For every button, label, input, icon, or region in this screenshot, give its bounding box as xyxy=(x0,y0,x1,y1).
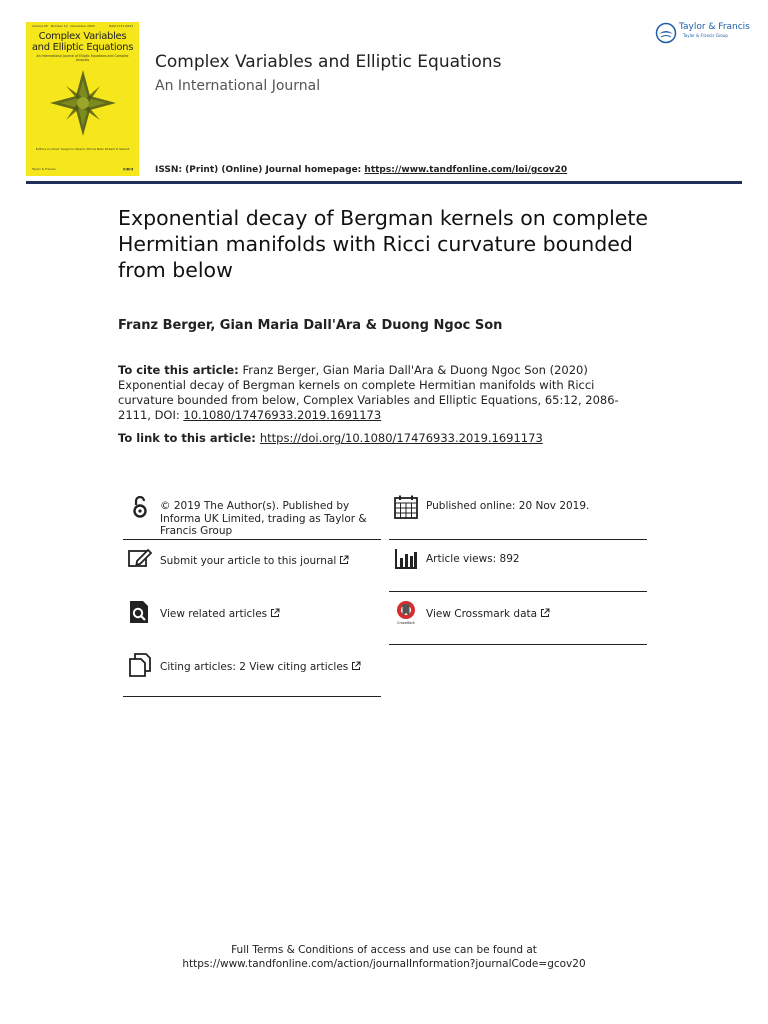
divider xyxy=(123,539,381,540)
edit-icon xyxy=(127,546,153,572)
submit-article-link[interactable] xyxy=(123,546,381,591)
link-label: To link to this article: xyxy=(118,431,260,445)
divider xyxy=(389,539,647,540)
publisher-name: Taylor & Francis xyxy=(679,22,750,32)
license-info xyxy=(123,494,381,539)
cover-barcode-icon: ▮▯▮▮▯▮ xyxy=(123,167,133,171)
open-access-icon xyxy=(127,494,153,520)
taylor-francis-logo[interactable] xyxy=(655,22,750,44)
external-link-icon xyxy=(339,555,349,565)
article-title: Exponential decay of Bergman kernels on complete Hermitian manifolds with Ricci curvature bounded from below xyxy=(118,206,649,282)
taylor-francis-logo-icon xyxy=(655,22,677,44)
issn-line: ISSN: (Print) (Online) Journal homepage: https://www.tandfonline.com/loi/gcov20 xyxy=(155,165,568,175)
cover-issn: ISSN 1747-6933 xyxy=(108,24,133,28)
citing-documents-icon xyxy=(127,652,153,678)
divider xyxy=(389,591,647,592)
external-link-icon xyxy=(351,661,361,671)
article-url-link[interactable]: https://doi.org/10.1080/17476933.2019.1691173 xyxy=(259,431,543,445)
cover-title: Complex Variables and Elliptic Equations xyxy=(31,31,134,53)
citation-block xyxy=(118,363,648,423)
doi-link[interactable]: 10.1080/17476933.2019.1691173 xyxy=(183,408,382,422)
external-link-icon xyxy=(540,608,550,618)
published-date-info xyxy=(389,494,647,539)
header-rule xyxy=(26,181,742,184)
published-date-text: Published online: 20 Nov 2019. xyxy=(426,500,590,512)
search-document-icon xyxy=(127,599,153,625)
journal-title: Complex Variables and Elliptic Equations xyxy=(155,52,502,72)
footer-terms xyxy=(0,943,768,971)
cite-text: Franz Berger, Gian Maria Dall'Ara & Duong Ngoc Son (2020) Exponential decay of Bergman kernels on complete Hermitian manifolds with Ricci curvature bounded from below, Complex Variables and Elliptic Equations, 65:12, 2086-2111, DOI: xyxy=(118,363,619,422)
journal-subtitle: An International Journal xyxy=(155,78,321,94)
crossmark-badge-label: CrossMark xyxy=(397,621,415,625)
bar-chart-icon xyxy=(393,546,419,572)
submit-article-label: Submit your article to this journal xyxy=(160,555,337,567)
journal-cover xyxy=(26,22,139,176)
publisher-tagline: Taylor & Francis Group xyxy=(683,33,728,38)
cover-subtitle: An International Journal of Elliptic Equations and Complex Analysis xyxy=(36,54,129,62)
crossmark-label: View Crossmark data xyxy=(426,608,538,620)
calendar-icon xyxy=(393,494,419,520)
article-views-text: Article views: 892 xyxy=(426,553,520,565)
divider xyxy=(389,644,647,645)
footer-terms-link[interactable]: https://www.tandfonline.com/action/journalInformation?journalCode=gcov20 xyxy=(182,958,586,970)
journal-homepage-link[interactable]: https://www.tandfonline.com/loi/gcov20 xyxy=(364,165,568,175)
related-articles-link[interactable] xyxy=(123,599,381,644)
cover-publisher: Taylor & Francis xyxy=(32,167,56,171)
related-articles-label: View related articles xyxy=(160,608,268,620)
cover-volume: Volume 65 · Number 12 · December 2020 xyxy=(32,24,95,28)
citing-articles-link[interactable] xyxy=(123,652,381,697)
crossmark-link[interactable] xyxy=(389,599,647,644)
article-views-info xyxy=(389,546,647,591)
cover-editors: Editors-in-Chief: Gregorio Alberto Sforza Neto Robert P. Gilbert xyxy=(35,147,130,151)
divider xyxy=(123,696,381,697)
license-text: © 2019 The Author(s). Published by Informa UK Limited, trading as Taylor & Francis Group xyxy=(160,500,367,537)
external-link-icon xyxy=(270,608,280,618)
footer-line-1: Full Terms & Conditions of access and use can be found at xyxy=(231,944,537,956)
article-authors: Franz Berger, Gian Maria Dall'Ara & Duong Ngoc Son xyxy=(118,318,503,333)
citing-articles-label: Citing articles: 2 View citing articles xyxy=(160,661,349,673)
cite-label: To cite this article: xyxy=(118,363,239,377)
cover-star-artwork xyxy=(48,68,118,138)
article-link-line xyxy=(118,431,543,445)
crossmark-icon xyxy=(393,599,419,625)
